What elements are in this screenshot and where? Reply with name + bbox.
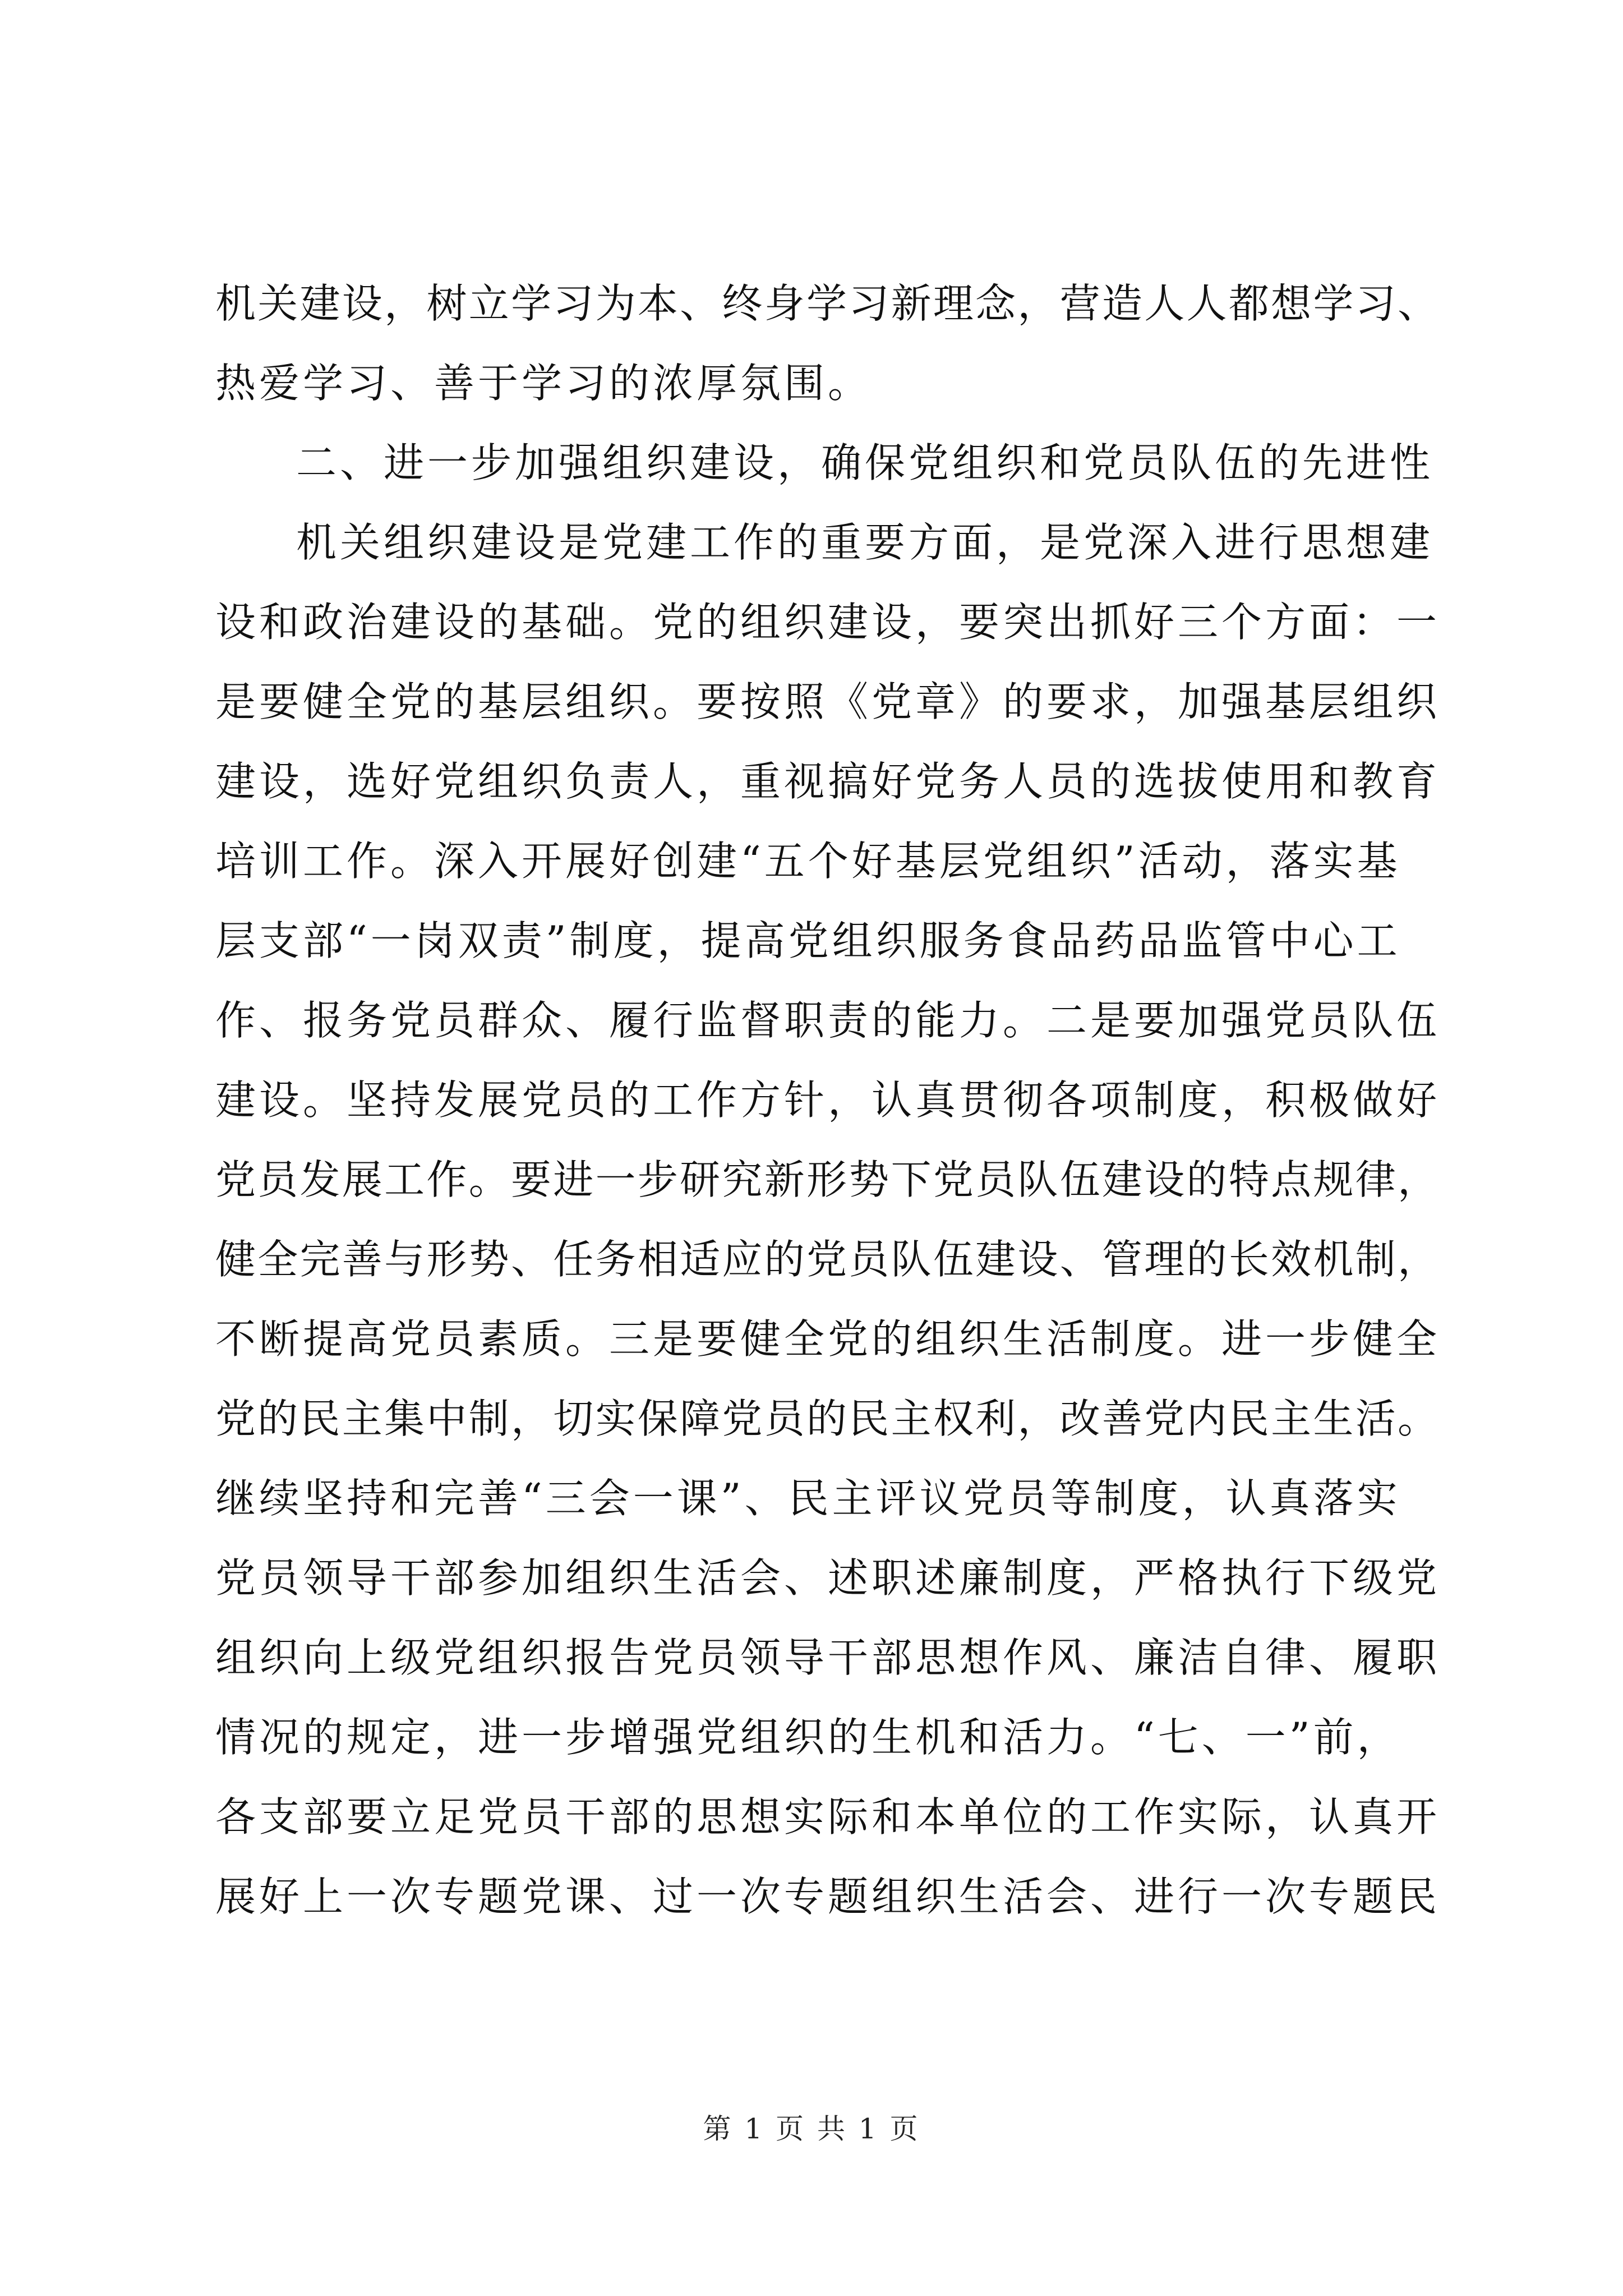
text-line: 作、报务党员群众、履行监督职责的能力。二是要加强党员队伍 (215, 997, 1441, 1044)
text-line: 组织向上级党组织报告党员领导干部思想作风、廉洁自律、履职 (215, 1634, 1441, 1681)
text-line: 建设，选好党组织负责人，重视搞好党务人员的选拔使用和教育 (215, 758, 1441, 805)
text-line: 党的民主集中制，切实保障党员的民主权利，改善党内民主生活。 (215, 1395, 1438, 1442)
text-line: 是要健全党的基层组织。要按照《党章》的要求，加强基层组织 (215, 678, 1441, 725)
section-heading: 二、进一步加强组织建设，确保党组织和党员队伍的先进性 (296, 439, 1434, 486)
text-line: 培训工作。深入开展好创建“五个好基层党组织”活动，落实基 (215, 838, 1401, 885)
text-line: 展好上一次专题党课、过一次专题组织生活会、进行一次专题民 (215, 1873, 1441, 1920)
text-line: 健全完善与形势、任务相适应的党员队伍建设、管理的长效机制， (215, 1236, 1438, 1283)
text-line: 各支部要立足党员干部的思想实际和本单位的工作实际，认真开 (215, 1793, 1441, 1841)
text-line: 不断提高党员素质。三是要健全党的组织生活制度。进一步健全 (215, 1315, 1441, 1363)
text-line: 设和政治建设的基础。党的组织建设，要突出抓好三个方面：一 (215, 599, 1441, 646)
text-line: 党员领导干部参加组织生活会、述职述廉制度，严格执行下级党 (215, 1554, 1441, 1602)
text-line: 层支部“一岗双责”制度，提高党组织服务食品药品监管中心工 (215, 917, 1401, 964)
body-text (215, 264, 1441, 1936)
text-line: 继续坚持和完善“三会一课”、民主评议党员等制度，认真落实 (215, 1475, 1401, 1522)
text-line: 情况的规定，进一步增强党组织的生机和活力。“七、一”前， (215, 1714, 1401, 1761)
text-line: 热爱学习、善于学习的浓厚氛围。 (215, 360, 872, 407)
text-line: 建设。坚持发展党员的工作方针，认真贯彻各项制度，积极做好 (215, 1076, 1441, 1124)
text-line: 机关组织建设是党建工作的重要方面，是党深入进行思想建 (296, 519, 1434, 566)
text-line: 机关建设，树立学习为本、终身学习新理念，营造人人都想学习、 (215, 280, 1438, 327)
page-number-footer: 第 1 页 共 1 页 (703, 2113, 920, 2145)
text-line: 党员发展工作。要进一步研究新形势下党员队伍建设的特点规律， (215, 1156, 1438, 1203)
